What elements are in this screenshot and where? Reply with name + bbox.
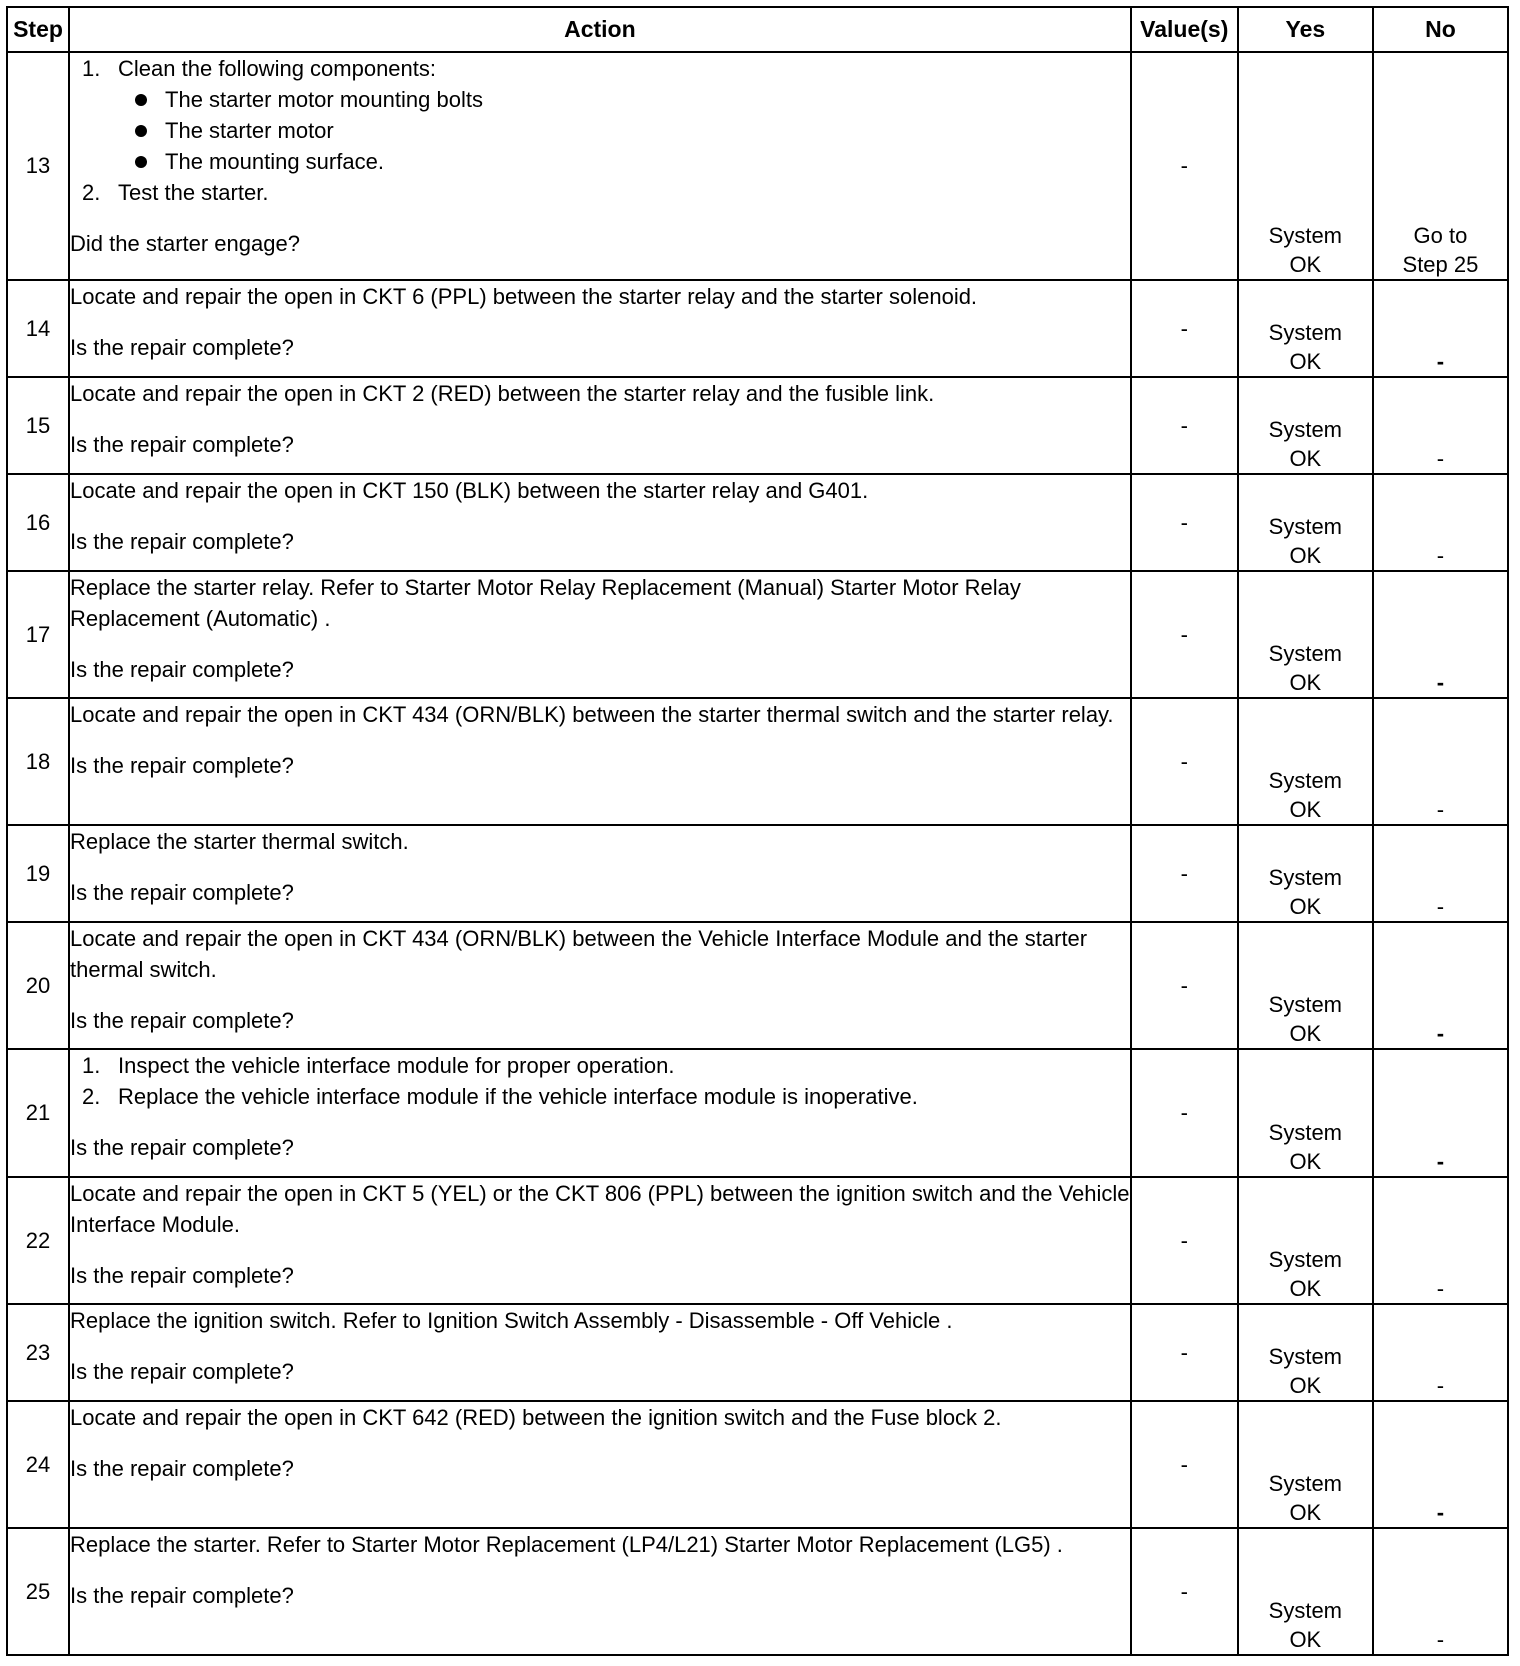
action-cell: Locate and repair the open in CKT 6 (PPL) between the starter relay and the starter solenoid. Is the repair complete? bbox=[69, 280, 1131, 377]
table-row bbox=[7, 1177, 1508, 1304]
yes-cell: System OK bbox=[1238, 1401, 1373, 1528]
list-item: 1. Inspect the vehicle interface module for proper operation. bbox=[82, 1053, 675, 1078]
question-text: Is the repair complete? bbox=[70, 1135, 294, 1160]
bullet-item: The mounting surface. bbox=[135, 146, 1130, 177]
no-cell: - bbox=[1373, 825, 1508, 922]
step-number: 14 bbox=[7, 280, 69, 377]
value-cell: - bbox=[1131, 1304, 1238, 1401]
list-item: 2. Test the starter. bbox=[82, 180, 269, 205]
no-cell: - bbox=[1373, 377, 1508, 474]
table-row bbox=[7, 1049, 1508, 1177]
yes-cell: System OK bbox=[1238, 825, 1373, 922]
step-number: 16 bbox=[7, 474, 69, 571]
value-cell: - bbox=[1131, 698, 1238, 825]
yes-cell: System OK bbox=[1238, 377, 1373, 474]
step-number: 19 bbox=[7, 825, 69, 922]
step-number: 24 bbox=[7, 1401, 69, 1528]
table-row bbox=[7, 825, 1508, 922]
header-no: No bbox=[1373, 7, 1508, 52]
header-values: Value(s) bbox=[1131, 7, 1238, 52]
step-number: 23 bbox=[7, 1304, 69, 1401]
no-cell: - bbox=[1373, 1049, 1508, 1177]
step-number: 18 bbox=[7, 698, 69, 825]
value-cell: - bbox=[1131, 474, 1238, 571]
question-text: Is the repair complete? bbox=[70, 529, 294, 554]
yes-cell: System OK bbox=[1238, 1528, 1373, 1655]
yes-cell: System OK bbox=[1238, 52, 1373, 280]
value-cell: - bbox=[1131, 1528, 1238, 1655]
table-row bbox=[7, 377, 1508, 474]
header-action: Action bbox=[69, 7, 1131, 52]
list-item: 1. Clean the following components: bbox=[82, 56, 436, 81]
step-number: 17 bbox=[7, 571, 69, 698]
no-cell: - bbox=[1373, 1401, 1508, 1528]
table-row bbox=[7, 52, 1508, 280]
yes-cell: System OK bbox=[1238, 571, 1373, 698]
no-cell: - bbox=[1373, 1177, 1508, 1304]
action-cell: Locate and repair the open in CKT 434 (ORN/BLK) between the Vehicle Interface Module and the starter thermal switch. Is the repair complete? bbox=[69, 922, 1131, 1049]
no-cell: - bbox=[1373, 1528, 1508, 1655]
value-cell: - bbox=[1131, 377, 1238, 474]
action-cell: Locate and repair the open in CKT 642 (RED) between the ignition switch and the Fuse block 2. Is the repair complete? bbox=[69, 1401, 1131, 1528]
bullet-item: The starter motor mounting bolts bbox=[135, 84, 1130, 115]
question-text: Is the repair complete? bbox=[70, 1263, 294, 1288]
step-number: 15 bbox=[7, 377, 69, 474]
question-text: Is the repair complete? bbox=[70, 1583, 294, 1608]
action-cell bbox=[69, 1049, 1131, 1177]
table-row bbox=[7, 698, 1508, 825]
bullet-icon bbox=[135, 156, 147, 168]
table-row bbox=[7, 1528, 1508, 1655]
value-cell: - bbox=[1131, 922, 1238, 1049]
no-cell: - bbox=[1373, 922, 1508, 1049]
no-cell: Go to Step 25 bbox=[1373, 52, 1508, 280]
table-row bbox=[7, 474, 1508, 571]
action-cell: Replace the starter relay. Refer to Starter Motor Relay Replacement (Manual) Starter Motor Relay Replacement (Automatic) . Is the repair complete? bbox=[69, 571, 1131, 698]
list-item: 2. Replace the vehicle interface module if the vehicle interface module is inoperative. bbox=[82, 1084, 918, 1109]
action-cell: Locate and repair the open in CKT 150 (BLK) between the starter relay and G401. Is the repair complete? bbox=[69, 474, 1131, 571]
question-text: Is the repair complete? bbox=[70, 1008, 294, 1033]
value-cell: - bbox=[1131, 52, 1238, 280]
step-number: 13 bbox=[7, 52, 69, 280]
table-row bbox=[7, 1401, 1508, 1528]
bullet-icon bbox=[135, 94, 147, 106]
no-cell: - bbox=[1373, 474, 1508, 571]
diagnostic-table bbox=[6, 6, 1509, 1656]
action-cell: Locate and repair the open in CKT 5 (YEL) or the CKT 806 (PPL) between the ignition switch and the Vehicle Interface Module. Is the repair complete? bbox=[69, 1177, 1131, 1304]
yes-cell: System OK bbox=[1238, 1177, 1373, 1304]
question-text: Is the repair complete? bbox=[70, 432, 294, 457]
table-row bbox=[7, 922, 1508, 1049]
no-cell: - bbox=[1373, 280, 1508, 377]
question-text: Is the repair complete? bbox=[70, 1456, 294, 1481]
yes-cell: System OK bbox=[1238, 474, 1373, 571]
header-yes: Yes bbox=[1238, 7, 1373, 52]
action-cell bbox=[69, 52, 1131, 280]
no-cell: - bbox=[1373, 571, 1508, 698]
action-cell: Replace the starter thermal switch. Is the repair complete? bbox=[69, 825, 1131, 922]
action-cell: Replace the ignition switch. Refer to Ignition Switch Assembly - Disassemble - Off Vehicle . Is the repair complete? bbox=[69, 1304, 1131, 1401]
header-step: Step bbox=[7, 7, 69, 52]
action-cell: Replace the starter. Refer to Starter Motor Replacement (LP4/L21) Starter Motor Replacement (LG5) . Is the repair complete? bbox=[69, 1528, 1131, 1655]
question-text: Is the repair complete? bbox=[70, 1359, 294, 1384]
value-cell: - bbox=[1131, 280, 1238, 377]
yes-cell: System OK bbox=[1238, 1304, 1373, 1401]
step-number: 20 bbox=[7, 922, 69, 1049]
yes-cell: System OK bbox=[1238, 280, 1373, 377]
table-row bbox=[7, 1304, 1508, 1401]
table-row bbox=[7, 571, 1508, 698]
value-cell: - bbox=[1131, 1401, 1238, 1528]
table-row bbox=[7, 280, 1508, 377]
no-cell: - bbox=[1373, 698, 1508, 825]
value-cell: - bbox=[1131, 1049, 1238, 1177]
bullet-item: The starter motor bbox=[135, 115, 1130, 146]
value-cell: - bbox=[1131, 825, 1238, 922]
yes-cell: System OK bbox=[1238, 698, 1373, 825]
question-text: Is the repair complete? bbox=[70, 657, 294, 682]
question-text: Is the repair complete? bbox=[70, 335, 294, 360]
yes-cell: System OK bbox=[1238, 1049, 1373, 1177]
step-number: 22 bbox=[7, 1177, 69, 1304]
question-text: Did the starter engage? bbox=[70, 231, 300, 256]
step-number: 25 bbox=[7, 1528, 69, 1655]
yes-cell: System OK bbox=[1238, 922, 1373, 1049]
bullet-icon bbox=[135, 125, 147, 137]
action-cell: Locate and repair the open in CKT 434 (ORN/BLK) between the starter thermal switch and the starter relay. Is the repair complete? bbox=[69, 698, 1131, 825]
value-cell: - bbox=[1131, 1177, 1238, 1304]
header-row bbox=[7, 7, 1508, 52]
step-number: 21 bbox=[7, 1049, 69, 1177]
value-cell: - bbox=[1131, 571, 1238, 698]
action-cell: Locate and repair the open in CKT 2 (RED) between the starter relay and the fusible link. Is the repair complete? bbox=[69, 377, 1131, 474]
question-text: Is the repair complete? bbox=[70, 880, 294, 905]
question-text: Is the repair complete? bbox=[70, 753, 294, 778]
no-cell: - bbox=[1373, 1304, 1508, 1401]
